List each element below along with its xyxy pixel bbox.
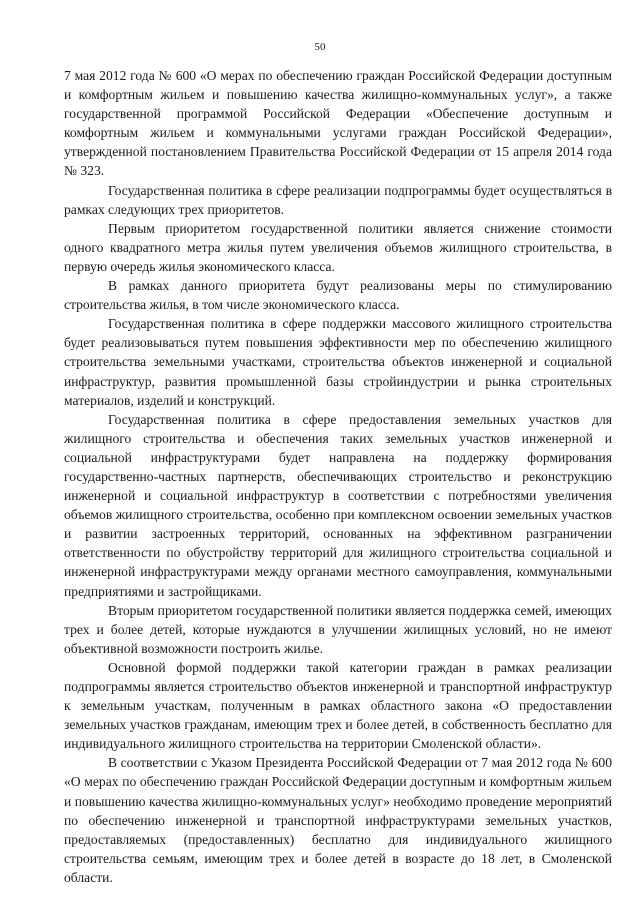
paragraph: В рамках данного приоритета будут реализованы меры по стимулированию строительства жилья, в том числе экономического класса. — [64, 278, 612, 313]
paragraph: Первым приоритетом государственной политики является снижение стоимости одного квадратного метра жилья путем увеличения объемов жилищного строительства, в первую очередь жилья экономического класса. — [64, 220, 612, 274]
paragraph: Государственная политика в сфере поддержки массового жилищного строительства будет реализовываться путем повышения эффективности мер по обеспечению жилищного строительства земельными участками, строительства объектов инженерной и социальной инфраструктур, развития промышленной базы стройиндустрии и рынка строительных материалов, изделий и конструкций. — [64, 316, 612, 408]
paragraph: 7 мая 2012 года № 600 «О мерах по обеспечению граждан Российской Федерации доступным и комфортным жильем и повышению качества жилищно-коммунальных услуг», а также государственной программой Российской Федерации «Обеспечение доступным и комфортным жильем и коммунальными услугами граждан Российской Федерации», утвержденной постановлением Правительства Российской Федерации от 15 апреля 2014 года № 323. — [64, 68, 612, 179]
document-body — [64, 66, 612, 887]
paragraph: Вторым приоритетом государственной политики является поддержка семей, имеющих трех и более детей, которые нуждаются в улучшении жилищных условий, но не имеют объективной возможности построить жилье. — [64, 602, 612, 656]
paragraph: В соответствии с Указом Президента Российской Федерации от 7 мая 2012 года № 600 «О мерах по обеспечению граждан Российской Федерации доступным и комфортным жильем и повышению качества жилищно-коммунальных услуг» необходимо проведение мероприятий по обеспечению инженерной и транспортной инфраструктурами земельных участков, предоставляемых (предоставленных) бесплатно для индивидуального жилищного строительства семьям, имеющим трех и более детей в возрасте до 18 лет, в Смоленской области. — [64, 755, 612, 885]
paragraph: Государственная политика в сфере реализации подпрограммы будет осуществляться в рамках следующих трех приоритетов. — [64, 182, 612, 217]
paragraph: Основной формой поддержки такой категории граждан в рамках реализации подпрограммы является строительство объектов инженерной и транспортной инфраструктур к земельным участкам, полученным в рамках областного закона «О предоставлении земельных участков гражданам, имеющим трех и более детей, в собственность бесплатно для индивидуального жилищного строительства на территории Смоленской области». — [64, 659, 612, 752]
paragraph: Государственная политика в сфере предоставления земельных участков для жилищного строительства и обеспечения таких земельных участков инженерной и социальной инфраструктурами будет направлена на поддержку формирования государственно-частных партнерств, обеспечивающих строительство и реконструкцию инженерной и социальной инфраструктур в соответствии с потребностями увеличения объемов жилищного строительства, особенно при комплексном освоении земельных участков и развитии застроенных территорий, основанных на эффективном разграничении ответственности по обустройству территорий для жилищного строительства социальной и инженерной инфраструктурами между органами местного самоуправления, коммунальными предприятиями и застройщиками. — [64, 411, 612, 599]
page-number: 50 — [314, 41, 326, 53]
